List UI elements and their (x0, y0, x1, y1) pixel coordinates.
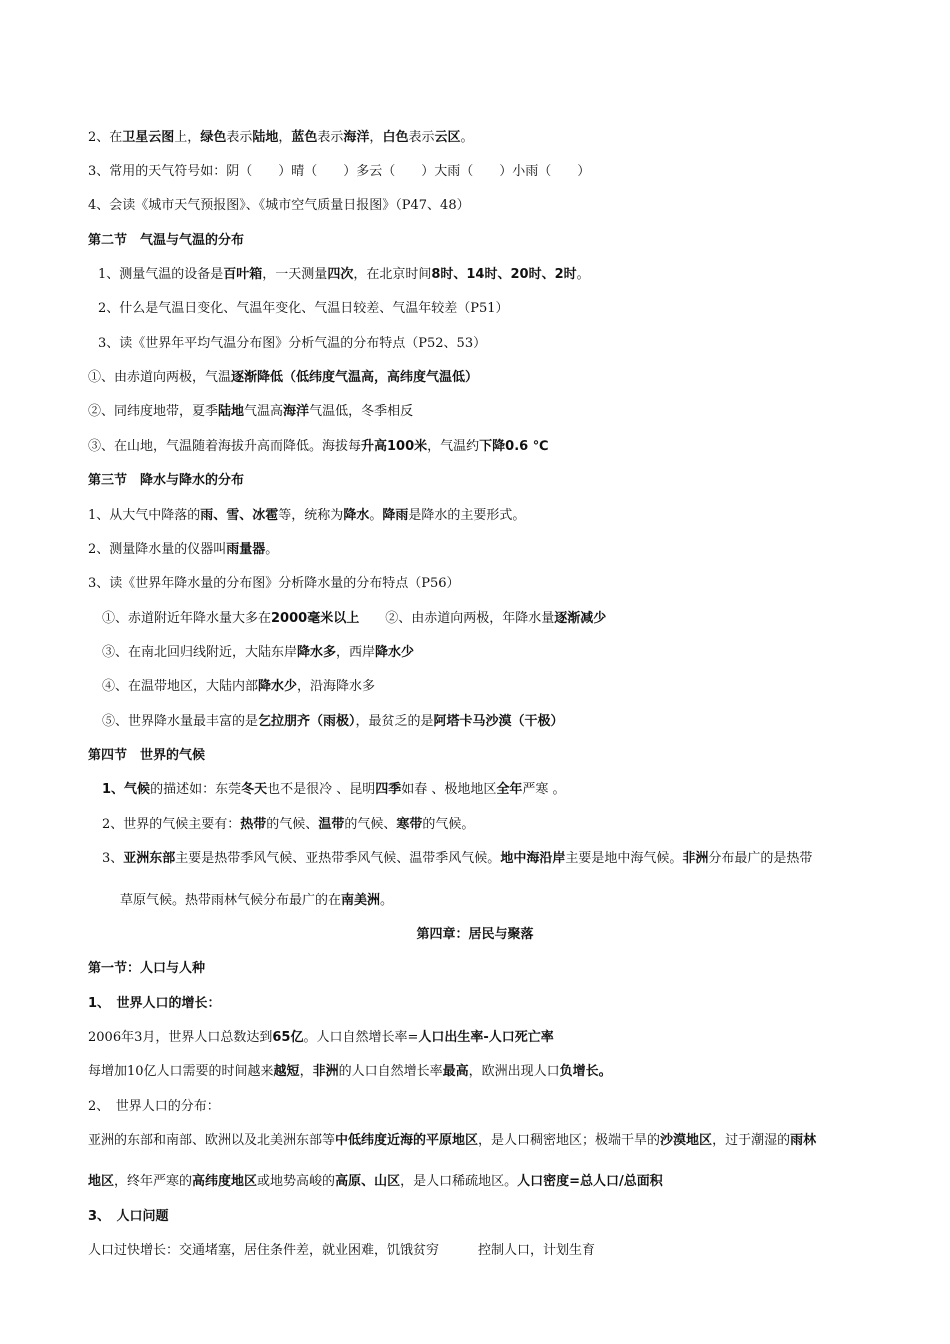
bold-text-segment: 冬天 (241, 782, 268, 797)
section-heading-climate (88, 747, 205, 765)
line-weather-symbols (88, 163, 590, 181)
text-segment: 表示 (317, 130, 344, 145)
bold-text-segment: 非洲 (312, 1064, 339, 1079)
text-segment: 3、 人口问题 (88, 1209, 169, 1224)
text-segment: 表示 (408, 130, 435, 145)
line-population-dense-areas (88, 1132, 816, 1150)
text-segment: 第四章：居民与聚落 (416, 927, 534, 942)
text-segment: ①、赤道附近年降水量大多在 (102, 611, 272, 626)
bold-text-segment: 雨林 (790, 1133, 817, 1148)
text-segment: 如春 、极地地区 (401, 782, 497, 797)
text-segment: ，过于潮湿的 (712, 1133, 791, 1148)
bold-text-segment: 8时、14时、20时、2时 (431, 267, 577, 282)
bold-text-segment: 降水少 (258, 679, 298, 694)
bold-text-segment: 降水多 (297, 645, 337, 660)
text-segment: 1、 世界人口的增长： (88, 996, 221, 1011)
text-segment: 第三节 降水与降水的分布 (88, 473, 245, 488)
bold-text-segment: 陆地 (218, 404, 245, 419)
text-segment: 也不是很冷 、昆明 (267, 782, 376, 797)
text-segment: 2、世界的气候主要有： (102, 817, 241, 832)
text-segment: 分布最广的是热带 (708, 851, 813, 866)
text-segment: ，在北京时间 (353, 267, 432, 282)
text-segment: 。 (265, 542, 279, 557)
text-segment: 第四节 世界的气候 (88, 748, 206, 763)
text-segment: 3、 (102, 851, 124, 866)
text-segment: 的气候、 (266, 817, 319, 832)
text-segment: 的描述如：东莞 (150, 782, 242, 797)
text-segment: 气温低，冬季相反 (309, 404, 414, 419)
text-segment: 或地势高峻的 (257, 1174, 336, 1189)
section-heading-precipitation (88, 472, 244, 490)
bold-text-segment: 逐渐减少 (554, 611, 607, 626)
bold-text-segment: 逐渐降低 (231, 370, 284, 385)
text-segment: ④、在温带地区，大陆内部 (102, 679, 259, 694)
bold-text-segment: 寒带 (396, 817, 423, 832)
line-climate-description (102, 781, 566, 799)
text-segment: 。 (460, 130, 474, 145)
bold-text-segment: 卫星云图 (122, 130, 175, 145)
bold-text-segment: 高原、山区 (335, 1174, 401, 1189)
bold-text-segment: 越短 (273, 1064, 300, 1079)
text-segment: ，最贫乏的是 (355, 714, 434, 729)
text-segment: ②、由赤道向两极，年降水量 (359, 611, 555, 626)
line-temperature-point-1 (88, 369, 478, 387)
bold-text-segment: 地区 (88, 1174, 115, 1189)
bold-text-segment: 下降0.6 ℃ (479, 439, 549, 454)
text-segment: 等，统称为 (278, 508, 344, 523)
bold-text-segment: 1、 (102, 782, 125, 797)
bold-text-segment: 温带 (318, 817, 345, 832)
text-segment: 2、什么是气温日变化、气温年变化、气温日较差、气温年较差（P51） (98, 301, 509, 316)
bold-text-segment: 百叶箱 (223, 267, 263, 282)
text-segment: 主要是热带季风气候、亚热带季风气候、温带季风气候。 (175, 851, 501, 866)
text-segment: 。人口自然增长率= (303, 1030, 419, 1045)
text-segment: ⑤、世界降水量最丰富的是 (102, 714, 259, 729)
line-population-sparse-areas (88, 1173, 663, 1191)
text-segment: 表示 (226, 130, 253, 145)
text-segment: ③、在山地，气温随着海拔升高而降低。海拔每 (88, 439, 362, 454)
line-population-total (88, 1029, 554, 1047)
text-segment: 人口过快增长：交通堵塞，居住条件差，就业困难，饥饿贫穷 控制人口，计划生育 (88, 1243, 596, 1258)
line-precipitation-point-1-2 (102, 610, 606, 628)
bold-text-segment: 2000毫米以上 (271, 611, 360, 626)
line-temperature-variation (98, 300, 509, 318)
bold-text-segment: 海洋 (343, 130, 370, 145)
text-segment: 4、会读《城市天气预报图》、《城市空气质量日报图》（P47、48） (88, 198, 470, 213)
bold-text-segment: 全年 (496, 782, 523, 797)
bold-text-segment: 白色 (382, 130, 409, 145)
bold-text-segment: 乞拉朋齐（雨极） (258, 714, 356, 729)
text-segment: ，一天测量 (262, 267, 328, 282)
bold-text-segment: （低纬度气温高，高纬度气温低） (283, 370, 479, 385)
line-climate-types (102, 816, 474, 834)
line-climate-regions (102, 850, 812, 868)
bold-text-segment: 高纬度地区 (192, 1174, 258, 1189)
text-segment: ，西岸 (336, 645, 376, 660)
line-temperature-measurement (98, 266, 590, 284)
chapter-title (0, 926, 950, 944)
line-population-overgrowth (88, 1242, 595, 1260)
line-precipitation-point-3 (102, 644, 414, 662)
bold-text-segment: 中低纬度近海的平原地区 (335, 1133, 479, 1148)
bold-text-segment: 雨、雪、冰雹 (200, 508, 279, 523)
bold-text-segment: 四次 (327, 267, 354, 282)
text-segment: 上， (174, 130, 201, 145)
subheading-population-problems (88, 1208, 169, 1226)
line-temperature-map (98, 335, 486, 353)
text-segment: 3、读《世界年降水量的分布图》分析降水量的分布特点（P56） (88, 576, 460, 591)
subheading-population-growth (88, 995, 221, 1013)
text-segment: 1、从大气中降落的 (88, 508, 201, 523)
section-heading-temperature (88, 232, 244, 250)
text-segment: ，终年严寒的 (114, 1174, 193, 1189)
bold-text-segment: 云区 (434, 130, 461, 145)
bold-text-segment: 绿色 (200, 130, 227, 145)
text-segment: ， (299, 1064, 313, 1079)
text-segment: 。 (380, 893, 394, 908)
bold-text-segment: 负增长。 (559, 1064, 612, 1079)
bold-text-segment: 四季 (375, 782, 402, 797)
text-segment: ， (278, 130, 292, 145)
bold-text-segment: 降水 (343, 508, 370, 523)
line-population-growth-rate (88, 1063, 612, 1081)
text-segment: 2、在 (88, 130, 123, 145)
line-temperature-point-3 (88, 438, 548, 456)
bold-text-segment: 热带 (240, 817, 267, 832)
bold-text-segment: 雨量器 (226, 542, 266, 557)
bold-text-segment: 降雨 (382, 508, 409, 523)
bold-text-segment: 陆地 (252, 130, 279, 145)
text-segment: ，是人口稠密地区；极端干旱的 (478, 1133, 661, 1148)
text-segment: 的气候、 (344, 817, 397, 832)
text-segment: 的气候。 (422, 817, 475, 832)
text-segment: ①、由赤道向两极，气温 (88, 370, 232, 385)
text-segment: ，是人口稀疏地区。 (400, 1174, 518, 1189)
text-segment: 草原气候。热带雨林气候分布最广的在 (120, 893, 342, 908)
text-segment: 的人口自然增长率 (338, 1064, 443, 1079)
line-precipitation-point-5 (102, 713, 564, 731)
subheading-population-distribution (88, 1098, 220, 1116)
bold-text-segment: 海洋 (283, 404, 310, 419)
text-segment: ②、同纬度地带，夏季 (88, 404, 219, 419)
line-precipitation-point-4 (102, 678, 375, 696)
text-segment: 严寒 。 (522, 782, 566, 797)
bold-text-segment: 地中海沿岸 (500, 851, 566, 866)
bold-text-segment: 南美洲 (341, 893, 381, 908)
text-segment: 1、测量气温的设备是 (98, 267, 224, 282)
text-segment: ，欧洲出现人口 (468, 1064, 560, 1079)
bold-text-segment: 降水少 (375, 645, 415, 660)
text-segment: ， (369, 130, 383, 145)
bold-text-segment: 阿塔卡马沙漠（干极） (433, 714, 564, 729)
bold-text-segment: 非洲 (682, 851, 709, 866)
bold-text-segment: 人口密度=总人口/总面积 (517, 1174, 663, 1189)
text-segment: 3、读《世界年平均气温分布图》分析气温的分布特点（P52、53） (98, 336, 487, 351)
line-satellite-cloud-map (88, 129, 474, 147)
bold-text-segment: 沙漠地区 (660, 1133, 713, 1148)
text-segment: 是降水的主要形式。 (408, 508, 526, 523)
text-segment: ，气温约 (427, 439, 480, 454)
text-segment: 每增加10亿人口需要的时间越来 (88, 1064, 274, 1079)
bold-text-segment: 亚洲东部 (123, 851, 176, 866)
line-precipitation-map (88, 575, 460, 593)
bold-text-segment: 最高 (442, 1064, 469, 1079)
bold-text-segment: 65亿 (272, 1030, 304, 1045)
bold-text-segment: 气候 (124, 782, 151, 797)
text-segment: 2、 世界人口的分布： (88, 1099, 220, 1114)
bold-text-segment: 人口出生率-人口死亡率 (418, 1030, 554, 1045)
line-climate-regions-cont (120, 892, 393, 910)
text-segment: 亚洲的东部和南部、欧洲以及北美洲东部等 (88, 1133, 336, 1148)
text-segment: 2、测量降水量的仪器叫 (88, 542, 227, 557)
text-segment: 2006年3月，世界人口总数达到 (88, 1030, 273, 1045)
text-segment: 第二节 气温与气温的分布 (88, 233, 245, 248)
text-segment: 3、常用的天气符号如：阴（ ）晴（ ）多云（ ）大雨（ ）小雨（ ） (88, 164, 591, 179)
bold-text-segment: 蓝色 (291, 130, 318, 145)
line-precipitation-definition (88, 507, 525, 525)
text-segment: 气温高 (244, 404, 284, 419)
line-rain-gauge (88, 541, 278, 559)
text-segment: 主要是地中海气候。 (565, 851, 683, 866)
line-read-maps (88, 197, 470, 215)
text-segment: ，沿海降水多 (297, 679, 376, 694)
text-segment: ③、在南北回归线附近，大陆东岸 (102, 645, 298, 660)
text-segment: 。 (369, 508, 383, 523)
section-heading-population (88, 960, 205, 978)
bold-text-segment: 升高100米 (361, 439, 428, 454)
line-temperature-point-2 (88, 403, 413, 421)
text-segment: 。 (576, 267, 590, 282)
text-segment: 第一节：人口与人种 (88, 961, 206, 976)
